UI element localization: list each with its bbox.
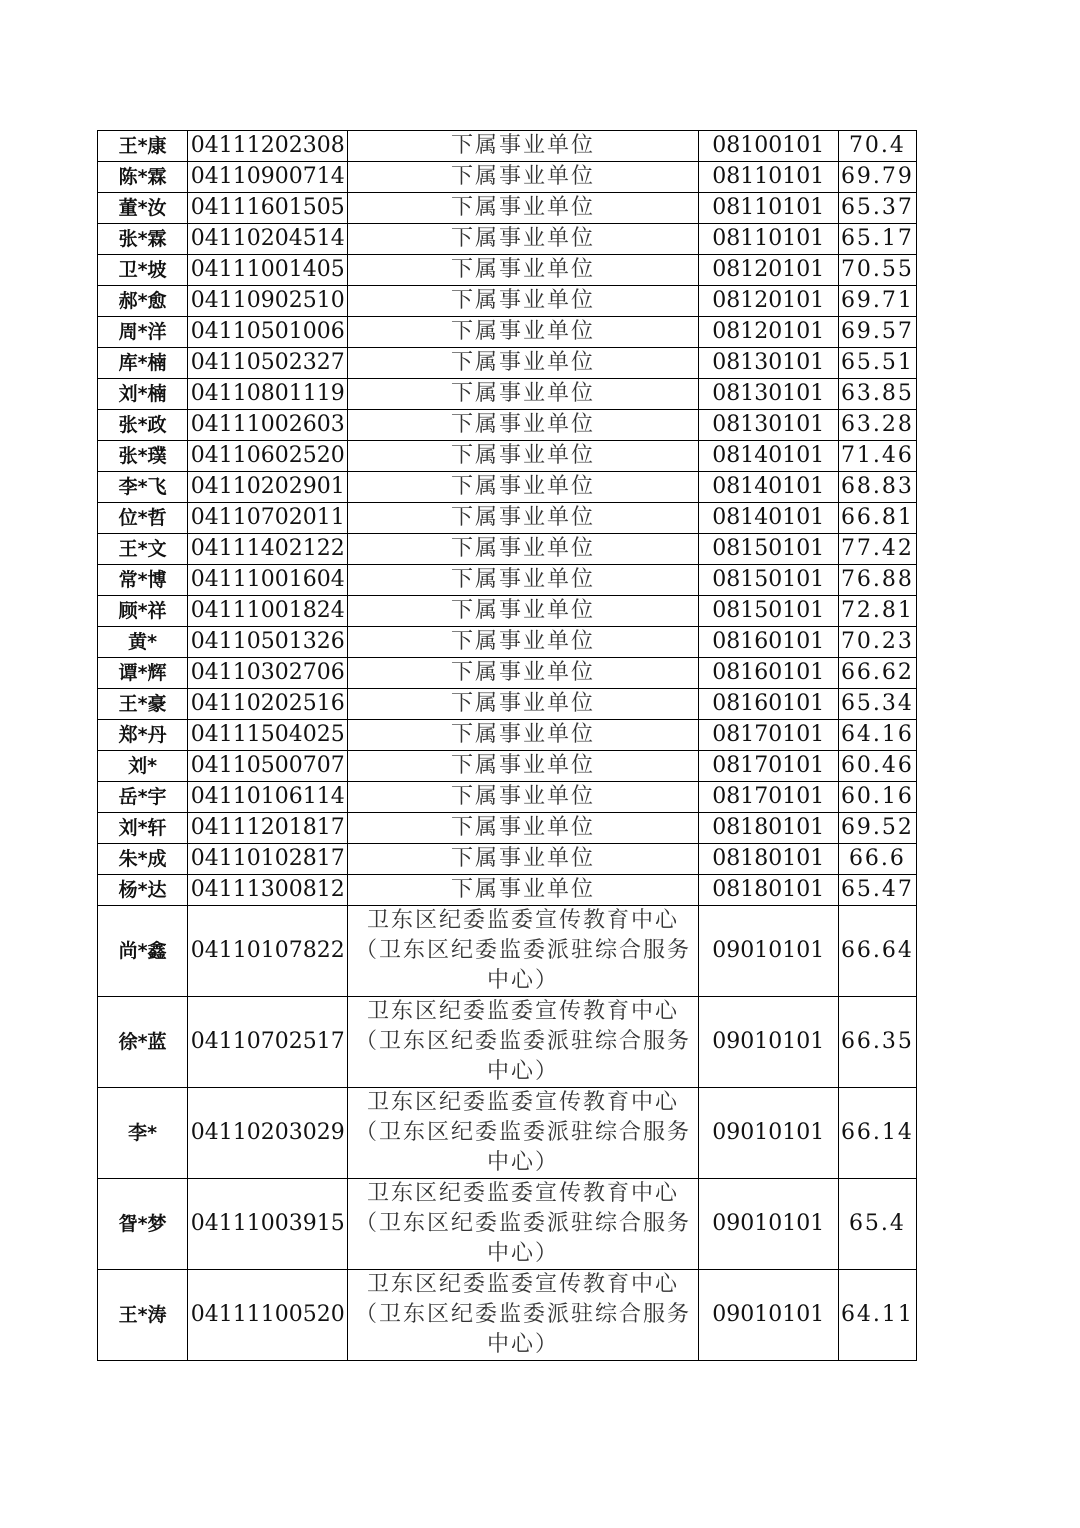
unit-cell: 下属事业单位: [348, 224, 698, 255]
candidate-name-cell: 周*洋: [98, 317, 188, 348]
unit-cell: 下属事业单位: [348, 627, 698, 658]
position-code-cell: 08180101: [698, 844, 838, 875]
position-code-cell: 09010101: [698, 1270, 838, 1361]
position-code-cell: 08110101: [698, 162, 838, 193]
table-row: [98, 472, 917, 503]
position-code-cell: 08170101: [698, 720, 838, 751]
score-cell: 64.16: [838, 720, 916, 751]
unit-cell: 下属事业单位: [348, 162, 698, 193]
score-cell: 76.88: [838, 565, 916, 596]
table-row: [98, 317, 917, 348]
unit-cell: 下属事业单位: [348, 503, 698, 534]
score-cell: 66.6: [838, 844, 916, 875]
exam-id-cell: 04110902510: [188, 286, 348, 317]
candidate-name-cell: 郝*愈: [98, 286, 188, 317]
table-row: [98, 565, 917, 596]
unit-cell: 下属事业单位: [348, 131, 698, 162]
exam-id-cell: 04110801119: [188, 379, 348, 410]
score-cell: 68.83: [838, 472, 916, 503]
score-cell: 60.16: [838, 782, 916, 813]
candidate-name-cell: 王*文: [98, 534, 188, 565]
unit-cell: 卫东区纪委监委宣传教育中心（卫东区纪委监委派驻综合服务中心）: [348, 997, 698, 1088]
position-code-cell: 08130101: [698, 379, 838, 410]
exam-id-cell: 04110202516: [188, 689, 348, 720]
position-code-cell: 08110101: [698, 224, 838, 255]
unit-cell: 卫东区纪委监委宣传教育中心（卫东区纪委监委派驻综合服务中心）: [348, 906, 698, 997]
unit-cell: 下属事业单位: [348, 472, 698, 503]
unit-cell: 卫东区纪委监委宣传教育中心（卫东区纪委监委派驻综合服务中心）: [348, 1270, 698, 1361]
unit-cell: 下属事业单位: [348, 317, 698, 348]
score-cell: 65.4: [838, 1179, 916, 1270]
position-code-cell: 08160101: [698, 689, 838, 720]
unit-cell: 下属事业单位: [348, 286, 698, 317]
results-table: [97, 130, 917, 1361]
unit-cell: 下属事业单位: [348, 534, 698, 565]
score-cell: 70.4: [838, 131, 916, 162]
position-code-cell: 08140101: [698, 441, 838, 472]
candidate-name-cell: 朱*成: [98, 844, 188, 875]
exam-id-cell: 04111201817: [188, 813, 348, 844]
table-row: [98, 751, 917, 782]
position-code-cell: 08100101: [698, 131, 838, 162]
candidate-name-cell: 张*政: [98, 410, 188, 441]
exam-id-cell: 04110702011: [188, 503, 348, 534]
score-cell: 70.23: [838, 627, 916, 658]
candidate-name-cell: 王*康: [98, 131, 188, 162]
position-code-cell: 09010101: [698, 1179, 838, 1270]
unit-cell: 下属事业单位: [348, 689, 698, 720]
score-cell: 66.81: [838, 503, 916, 534]
position-code-cell: 08160101: [698, 627, 838, 658]
table-row: [98, 720, 917, 751]
candidate-name-cell: 刘*楠: [98, 379, 188, 410]
candidate-name-cell: 位*哲: [98, 503, 188, 534]
table-row: [98, 596, 917, 627]
score-cell: 70.55: [838, 255, 916, 286]
candidate-name-cell: 张*霖: [98, 224, 188, 255]
exam-id-cell: 04110302706: [188, 658, 348, 689]
exam-id-cell: 04110102817: [188, 844, 348, 875]
exam-id-cell: 04110107822: [188, 906, 348, 997]
candidate-name-cell: 眢*梦: [98, 1179, 188, 1270]
table-row: [98, 997, 917, 1088]
unit-cell: 下属事业单位: [348, 658, 698, 689]
table-row: [98, 658, 917, 689]
candidate-name-cell: 陈*霖: [98, 162, 188, 193]
candidate-name-cell: 刘*轩: [98, 813, 188, 844]
exam-id-cell: 04111601505: [188, 193, 348, 224]
table-row: [98, 410, 917, 441]
position-code-cell: 08130101: [698, 410, 838, 441]
exam-id-cell: 04110500707: [188, 751, 348, 782]
exam-id-cell: 04110204514: [188, 224, 348, 255]
table-row: [98, 534, 917, 565]
exam-id-cell: 04111002603: [188, 410, 348, 441]
exam-id-cell: 04111300812: [188, 875, 348, 906]
score-cell: 65.37: [838, 193, 916, 224]
exam-id-cell: 04111001405: [188, 255, 348, 286]
table-row: [98, 906, 917, 997]
candidate-name-cell: 徐*蓝: [98, 997, 188, 1088]
exam-id-cell: 04110900714: [188, 162, 348, 193]
position-code-cell: 08150101: [698, 596, 838, 627]
candidate-name-cell: 常*博: [98, 565, 188, 596]
unit-cell: 下属事业单位: [348, 844, 698, 875]
score-cell: 65.47: [838, 875, 916, 906]
table-row: [98, 131, 917, 162]
table-row: [98, 844, 917, 875]
position-code-cell: 09010101: [698, 906, 838, 997]
exam-id-cell: 04111003915: [188, 1179, 348, 1270]
candidate-name-cell: 顾*祥: [98, 596, 188, 627]
unit-cell: 卫东区纪委监委宣传教育中心（卫东区纪委监委派驻综合服务中心）: [348, 1088, 698, 1179]
exam-id-cell: 04110203029: [188, 1088, 348, 1179]
score-cell: 69.57: [838, 317, 916, 348]
score-cell: 65.34: [838, 689, 916, 720]
table-row: [98, 689, 917, 720]
unit-cell: 下属事业单位: [348, 193, 698, 224]
unit-cell: 下属事业单位: [348, 782, 698, 813]
exam-id-cell: 04111100520: [188, 1270, 348, 1361]
exam-id-cell: 04111001604: [188, 565, 348, 596]
exam-id-cell: 04111402122: [188, 534, 348, 565]
candidate-name-cell: 李*飞: [98, 472, 188, 503]
position-code-cell: 08110101: [698, 193, 838, 224]
exam-id-cell: 04110602520: [188, 441, 348, 472]
table-row: [98, 224, 917, 255]
score-cell: 60.46: [838, 751, 916, 782]
table-row: [98, 1088, 917, 1179]
position-code-cell: 08160101: [698, 658, 838, 689]
unit-cell: 卫东区纪委监委宣传教育中心（卫东区纪委监委派驻综合服务中心）: [348, 1179, 698, 1270]
position-code-cell: 08170101: [698, 751, 838, 782]
candidate-name-cell: 杨*达: [98, 875, 188, 906]
score-cell: 63.28: [838, 410, 916, 441]
candidate-name-cell: 刘*: [98, 751, 188, 782]
position-code-cell: 08120101: [698, 317, 838, 348]
exam-id-cell: 04110501006: [188, 317, 348, 348]
unit-cell: 下属事业单位: [348, 596, 698, 627]
score-cell: 63.85: [838, 379, 916, 410]
unit-cell: 下属事业单位: [348, 379, 698, 410]
table-row: [98, 441, 917, 472]
exam-id-cell: 04111202308: [188, 131, 348, 162]
score-cell: 65.51: [838, 348, 916, 379]
table-row: [98, 193, 917, 224]
table-row: [98, 379, 917, 410]
exam-id-cell: 04110202901: [188, 472, 348, 503]
score-cell: 65.17: [838, 224, 916, 255]
table-row: [98, 627, 917, 658]
candidate-name-cell: 库*楠: [98, 348, 188, 379]
score-cell: 69.52: [838, 813, 916, 844]
position-code-cell: 08120101: [698, 286, 838, 317]
candidate-name-cell: 郑*丹: [98, 720, 188, 751]
position-code-cell: 08120101: [698, 255, 838, 286]
score-cell: 69.79: [838, 162, 916, 193]
candidate-name-cell: 黄*: [98, 627, 188, 658]
score-cell: 66.64: [838, 906, 916, 997]
position-code-cell: 08170101: [698, 782, 838, 813]
candidate-name-cell: 董*汝: [98, 193, 188, 224]
exam-id-cell: 04111504025: [188, 720, 348, 751]
unit-cell: 下属事业单位: [348, 410, 698, 441]
position-code-cell: 09010101: [698, 997, 838, 1088]
score-cell: 66.62: [838, 658, 916, 689]
position-code-cell: 08140101: [698, 472, 838, 503]
unit-cell: 下属事业单位: [348, 441, 698, 472]
table-row: [98, 782, 917, 813]
score-cell: 72.81: [838, 596, 916, 627]
position-code-cell: 08130101: [698, 348, 838, 379]
position-code-cell: 08150101: [698, 534, 838, 565]
unit-cell: 下属事业单位: [348, 875, 698, 906]
unit-cell: 下属事业单位: [348, 720, 698, 751]
exam-id-cell: 04110502327: [188, 348, 348, 379]
unit-cell: 下属事业单位: [348, 565, 698, 596]
table-row: [98, 255, 917, 286]
unit-cell: 下属事业单位: [348, 255, 698, 286]
exam-id-cell: 04110106114: [188, 782, 348, 813]
exam-id-cell: 04111001824: [188, 596, 348, 627]
candidate-name-cell: 王*豪: [98, 689, 188, 720]
table-row: [98, 286, 917, 317]
candidate-name-cell: 尚*鑫: [98, 906, 188, 997]
results-table-body: [98, 131, 917, 1361]
table-row: [98, 813, 917, 844]
position-code-cell: 08140101: [698, 503, 838, 534]
position-code-cell: 08180101: [698, 813, 838, 844]
table-row: [98, 162, 917, 193]
candidate-name-cell: 张*璞: [98, 441, 188, 472]
unit-cell: 下属事业单位: [348, 813, 698, 844]
candidate-name-cell: 李*: [98, 1088, 188, 1179]
position-code-cell: 08180101: [698, 875, 838, 906]
table-row: [98, 1270, 917, 1361]
exam-id-cell: 04110501326: [188, 627, 348, 658]
candidate-name-cell: 岳*宇: [98, 782, 188, 813]
table-row: [98, 1179, 917, 1270]
score-cell: 66.14: [838, 1088, 916, 1179]
table-row: [98, 875, 917, 906]
candidate-name-cell: 谭*辉: [98, 658, 188, 689]
score-cell: 69.71: [838, 286, 916, 317]
exam-id-cell: 04110702517: [188, 997, 348, 1088]
candidate-name-cell: 王*涛: [98, 1270, 188, 1361]
table-row: [98, 348, 917, 379]
table-row: [98, 503, 917, 534]
score-cell: 77.42: [838, 534, 916, 565]
position-code-cell: 08150101: [698, 565, 838, 596]
candidate-name-cell: 卫*坡: [98, 255, 188, 286]
position-code-cell: 09010101: [698, 1088, 838, 1179]
unit-cell: 下属事业单位: [348, 751, 698, 782]
score-cell: 71.46: [838, 441, 916, 472]
unit-cell: 下属事业单位: [348, 348, 698, 379]
score-cell: 66.35: [838, 997, 916, 1088]
score-cell: 64.11: [838, 1270, 916, 1361]
